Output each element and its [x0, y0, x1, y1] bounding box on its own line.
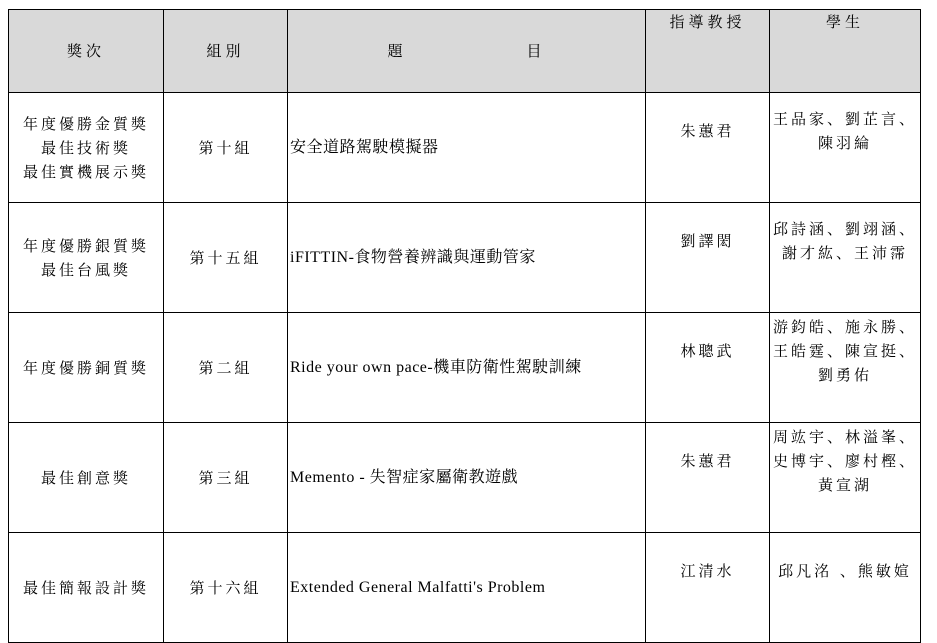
- student-line: 游鈞皓、施永勝、: [772, 318, 917, 336]
- header-title-left: 題: [387, 42, 407, 60]
- professor-cell: 朱蕙君: [646, 423, 770, 533]
- award-cell: [9, 533, 164, 643]
- title-cell: [288, 423, 646, 533]
- project-title: Ride your own pace-機車防衛性駕駛訓練: [290, 359, 582, 376]
- table-row: [9, 93, 921, 203]
- award-cell: [9, 313, 164, 423]
- header-title: [288, 10, 646, 93]
- students-cell: [770, 203, 921, 313]
- project-title: Memento - 失智症家屬衛教遊戲: [290, 469, 519, 486]
- header-title-right: 目: [526, 42, 546, 60]
- award-cell: [9, 423, 164, 533]
- professor-cell: 劉譯閎: [646, 203, 770, 313]
- professor-cell: 林聰武: [646, 313, 770, 423]
- table-row: [9, 313, 921, 423]
- table-row: [9, 423, 921, 533]
- group-cell: 第二組: [164, 313, 288, 423]
- title-cell: [288, 313, 646, 423]
- student-line: 邱凡洺 、熊敏媗: [778, 562, 912, 580]
- student-line: 劉勇佑: [817, 366, 872, 384]
- award-line: 最佳實機展示獎: [22, 162, 149, 181]
- student-line: 謝才紘、王沛霈: [781, 244, 908, 262]
- award-line: 最佳創意獎: [40, 468, 131, 487]
- awards-table: [8, 9, 921, 643]
- header-professor: 指導教授: [646, 10, 770, 93]
- title-cell: [288, 93, 646, 203]
- students-cell: [770, 533, 921, 643]
- table-row: [9, 533, 921, 643]
- professor-cell: 朱蕙君: [646, 93, 770, 203]
- award-line: 年度優勝銅質獎: [22, 358, 149, 377]
- award-cell: [9, 203, 164, 313]
- student-line: 周竑宇、林溢峯、: [772, 428, 917, 446]
- project-title: Extended General Malfatti's Problem: [290, 579, 546, 596]
- header-students: 學生: [770, 10, 921, 93]
- students-cell: [770, 313, 921, 423]
- header-award: 獎次: [9, 10, 164, 93]
- group-cell: 第十六組: [164, 533, 288, 643]
- group-cell: 第十組: [164, 93, 288, 203]
- award-cell: [9, 93, 164, 203]
- group-cell: 第三組: [164, 423, 288, 533]
- award-line: 年度優勝金質獎: [22, 114, 149, 133]
- award-line: 最佳台風獎: [40, 260, 131, 279]
- students-cell: [770, 423, 921, 533]
- award-line: 最佳技術獎: [40, 138, 131, 157]
- students-cell: [770, 93, 921, 203]
- title-cell: [288, 203, 646, 313]
- title-cell: [288, 533, 646, 643]
- project-title: iFITTIN-食物營養辨識與運動管家: [290, 249, 536, 266]
- student-line: 王皓霆、陳宣挺、: [772, 342, 917, 360]
- student-line: 陳羽綸: [817, 134, 872, 152]
- student-line: 史博宇、廖村樫、: [772, 452, 917, 470]
- group-cell: 第十五組: [164, 203, 288, 313]
- award-line: 最佳簡報設計獎: [22, 578, 149, 597]
- awards-table-container: [8, 9, 921, 643]
- header-group: 組別: [164, 10, 288, 93]
- student-line: 黃宣湖: [817, 476, 872, 494]
- table-row: [9, 203, 921, 313]
- professor-cell: 江清水: [646, 533, 770, 643]
- header-row: [9, 10, 921, 93]
- award-line: 年度優勝銀質獎: [22, 236, 149, 255]
- student-line: 邱詩涵、劉翊涵、: [772, 220, 917, 238]
- student-line: 王品家、劉芷言、: [772, 110, 917, 128]
- project-title: 安全道路駕駛模擬器: [290, 139, 439, 156]
